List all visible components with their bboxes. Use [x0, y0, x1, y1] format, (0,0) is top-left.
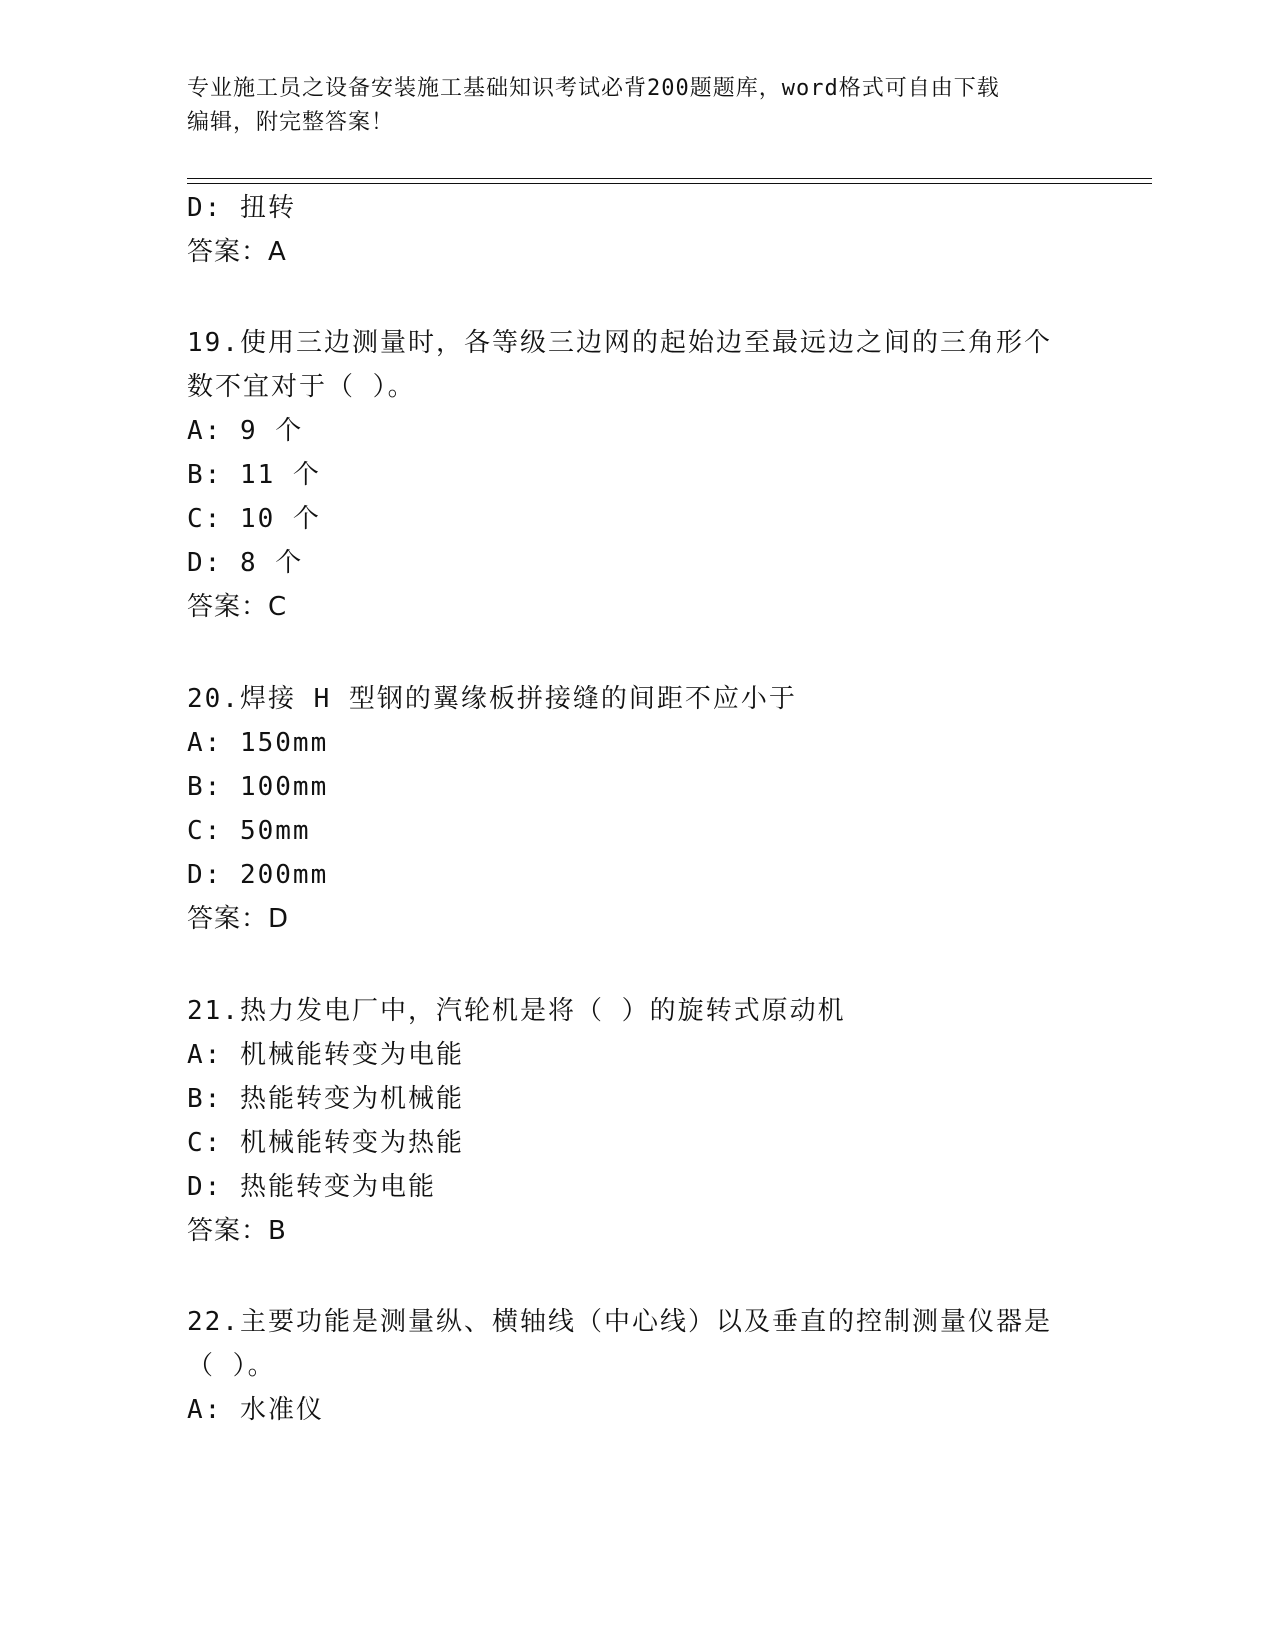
q21-option-b: B: 热能转变为机械能 [187, 1084, 464, 1114]
q21-option-a: A: 机械能转变为电能 [187, 1040, 464, 1070]
q22-stem-line1: 22.主要功能是测量纵、横轴线（中心线）以及垂直的控制测量仪器是 [187, 1307, 1052, 1337]
q20-option-b: B: 100mm [187, 772, 329, 802]
q19-stem-line1: 19.使用三边测量时，各等级三边网的起始边至最远边之间的三角形个 [187, 328, 1052, 358]
q20-stem-line1: 20.焊接 H 型钢的翼缘板拼接缝的间距不应小于 [187, 684, 797, 714]
q21-option-d: D: 热能转变为电能 [187, 1172, 436, 1202]
q19-answer: 答案：C [187, 592, 288, 622]
q20-option-a: A: 150mm [187, 728, 329, 758]
header-divider-top [187, 178, 1152, 179]
q21-option-c: C: 机械能转变为热能 [187, 1128, 464, 1158]
q22-stem-line2: （ ）。 [187, 1351, 276, 1381]
header-divider-bottom [187, 183, 1152, 184]
q19-option-d: D: 8 个 [187, 548, 304, 578]
q19-option-c: C: 10 个 [187, 504, 321, 534]
document-header [187, 72, 1087, 140]
q20-option-c: C: 50mm [187, 816, 311, 846]
q19-option-b: B: 11 个 [187, 460, 321, 490]
q21-stem-line1: 21.热力发电厂中，汽轮机是将（ ）的旋转式原动机 [187, 996, 846, 1026]
q19-stem-line2: 数不宜对于（ ）。 [187, 372, 416, 402]
q18-answer: 答案：A [187, 237, 287, 267]
q19-option-a: A: 9 个 [187, 416, 304, 446]
q18-option-d: D: 扭转 [187, 193, 296, 223]
header-title-line2: 编辑，附完整答案！ [187, 110, 395, 135]
q20-answer: 答案：D [187, 904, 290, 934]
header-title-line1: 专业施工员之设备安装施工基础知识考试必背200题题库，word格式可自由下载 [187, 76, 1000, 101]
q22-option-a: A: 水准仪 [187, 1395, 324, 1425]
q21-answer: 答案：B [187, 1216, 287, 1246]
q20-option-d: D: 200mm [187, 860, 329, 890]
